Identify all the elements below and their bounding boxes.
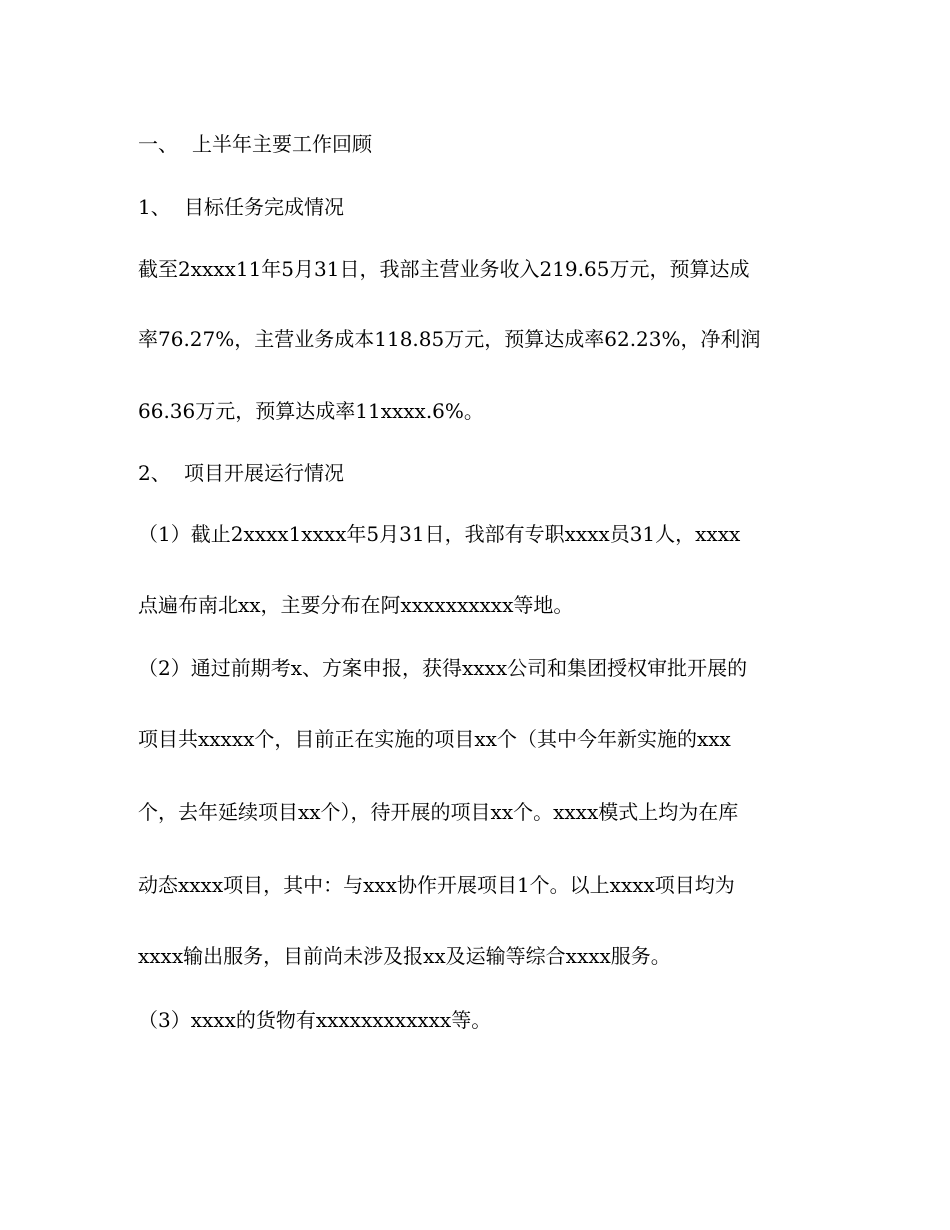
item-1-line-1: （1）截止2xxxx1xxxx年5月31日，我部有专职xxxx员31人，xxxx <box>138 522 741 546</box>
paragraph-1-line-1: 截至2xxxx11年5月31日，我部主营业务收入219.65万元，预算达成 <box>138 257 750 281</box>
subsection-2-number: 2、 <box>138 461 171 485</box>
item-2-line-1: （2）通过前期考x、方案申报，获得xxxx公司和集团授权审批开展的 <box>138 656 748 680</box>
item-2-line-5: xxxx输出服务，目前尚未涉及报xx及运输等综合xxxx服务。 <box>138 944 671 968</box>
item-2-line-4: 动态xxxx项目，其中：与xxx协作开展项目1个。以上xxxx项目均为 <box>138 873 735 897</box>
subsection-1-title: 目标任务完成情况 <box>184 195 344 219</box>
item-2-line-3: 个，去年延续项目xx个），待开展的项目xx个。xxxx模式上均为在库 <box>138 800 739 824</box>
subsection-heading-1 <box>138 195 344 219</box>
item-1-line-2: 点遍布南北xx，主要分布在阿xxxxxxxxxx等地。 <box>138 593 574 617</box>
section-heading-title: 上半年主要工作回顾 <box>192 132 372 156</box>
section-heading <box>138 132 372 156</box>
subsection-2-title: 项目开展运行情况 <box>184 461 344 485</box>
item-3-line-1: （3）xxxx的货物有xxxxxxxxxxxx等。 <box>138 1008 492 1032</box>
subsection-heading-2 <box>138 461 344 485</box>
section-heading-number: 一、 <box>138 132 178 156</box>
subsection-1-number: 1、 <box>138 195 171 219</box>
item-2-line-2: 项目共xxxxx个，目前正在实施的项目xx个（其中今年新实施的xxx <box>138 727 731 751</box>
paragraph-1-line-2: 率76.27%，主营业务成本118.85万元，预算达成率62.23%，净利润 <box>138 327 761 351</box>
paragraph-1-line-3: 66.36万元，预算达成率11xxxx.6%。 <box>138 399 484 423</box>
